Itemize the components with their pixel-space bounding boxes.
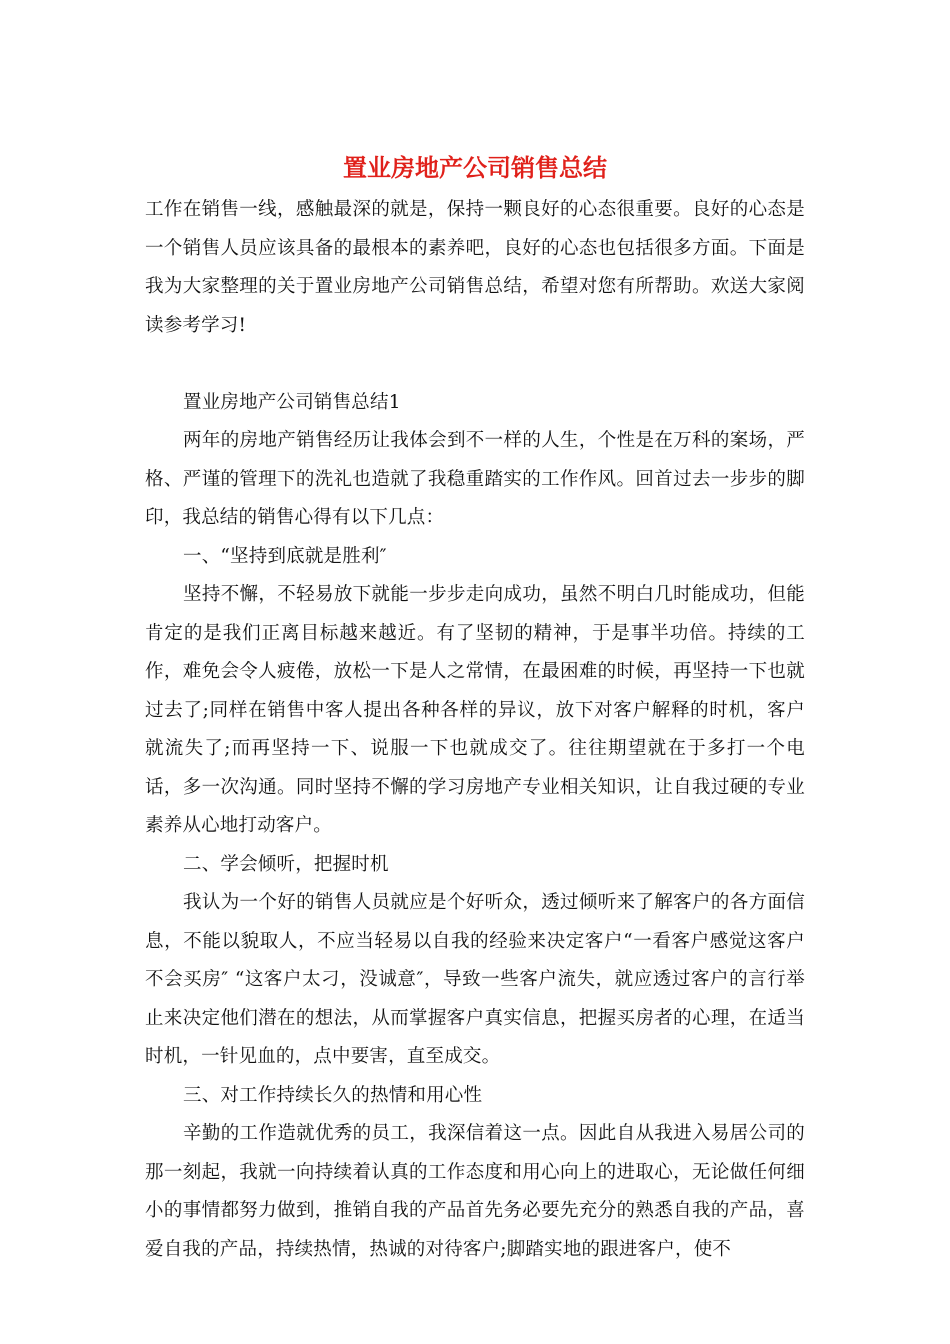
document-body: [145, 191, 805, 1269]
section-title: 置业房地产公司销售总结1: [183, 391, 401, 413]
paragraph-1: 两年的房地产销售经历让我体会到不一样的人生，个性是在万科的案场，严格、严谨的管理下的洗礼也造就了我稳重踏实的工作作风。回首过去一步步的脚印，我总结的销售心得有以下几点：: [145, 430, 805, 528]
blank-line: [145, 345, 805, 384]
heading-1: 一、“坚持到底就是胜利″: [183, 545, 387, 567]
paragraph-4: 辛勤的工作造就优秀的员工，我深信着这一点。因此自从我进入易居公司的那一刻起，我就一向持续着认真的工作态度和用心向上的进取心，无论做任何细小的事情都努力做到，推销自我的产品首先务必要先充分的熟悉自我的产品，喜爱自我的产品，持续热情，热诚的对待客户;脚踏实地的跟进客户，使不: [145, 1123, 805, 1260]
heading-3: 三、对工作持续长久的热情和用心性: [183, 1084, 483, 1106]
heading-2: 二、学会倾听，把握时机: [183, 853, 389, 875]
intro-paragraph: 工作在销售一线，感触最深的就是，保持一颗良好的心态很重要。良好的心态是一个销售人员应该具备的最根本的素养吧，良好的心态也包括很多方面。下面是我为大家整理的关于置业房地产公司销售总结，希望对您有所帮助。欢送大家阅读参考学习!: [145, 199, 805, 336]
document-title: 置业房地产公司销售总结: [343, 154, 607, 182]
paragraph-3: 我认为一个好的销售人员就应是个好听众，透过倾听来了解客户的各方面信息，不能以貌取人，不应当轻易以自我的经验来决定客户“一看客户感觉这客户不会买房″ “这客户太刁，没诚意″，导致一些客户流失，就应透过客户的言行举止来决定他们潜在的想法，从而掌握客户真实信息，把握买房者的心理，在适当时机，一针见血的，点中要害，直至成交。: [145, 892, 805, 1067]
paragraph-2: 坚持不懈，不轻易放下就能一步步走向成功，虽然不明白几时能成功，但能肯定的是我们正离目标越来越近。有了坚韧的精神，于是事半功倍。持续的工作，难免会令人疲倦，放松一下是人之常情，在最困难的时候，再坚持一下也就过去了;同样在销售中客人提出各种各样的异议，放下对客户解释的时机，客户就流失了;而再坚持一下、说服一下也就成交了。往往期望就在于多打一个电话，多一次沟通。同时坚持不懈的学习房地产专业相关知识，让自我过硬的专业素养从心地打动客户。: [145, 584, 805, 836]
